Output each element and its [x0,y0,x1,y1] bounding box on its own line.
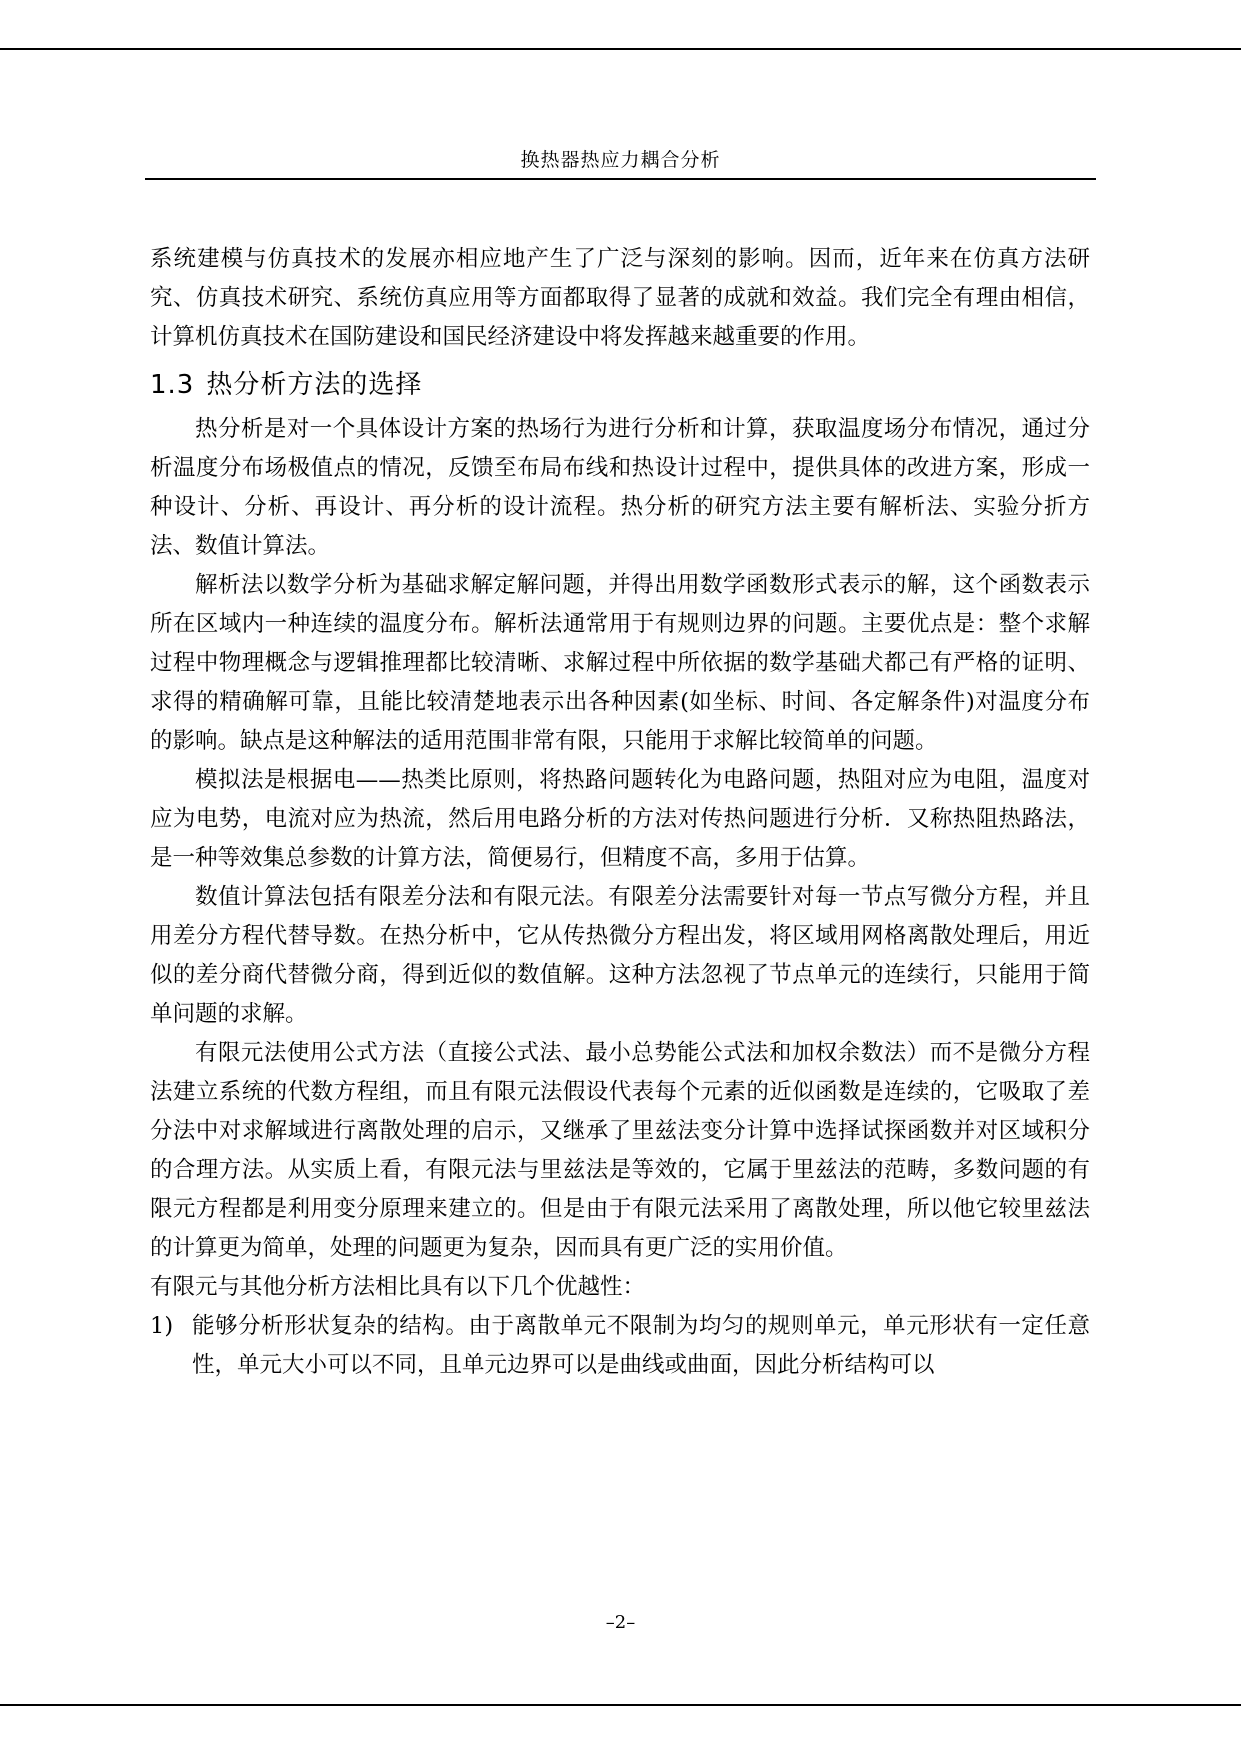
section-number: 1.3 [150,370,195,400]
page-top-border [0,48,1241,50]
paragraph-analytical-method: 解析法以数学分析为基础求解定解问题，并得出用数学函数形式表示的解，这个函数表示所在区域内一种连续的温度分布。解析法通常用于有规则边界的问题。主要优点是：整个求解过程中物理概念与逻辑推理都比较清晰、求解过程中所依据的数学基础犬都己有严格的证明、求得的精确解可靠，且能比较清楚地表示出各种因素(如坐标、时间、各定解条件)对温度分布的影响。缺点是这种解法的适用范围非常有限，只能用于求解比较简单的问题。 [150,572,1090,754]
list-item [150,1307,1090,1385]
document-body [150,240,1090,1385]
paragraph-simulation-method: 模拟法是根据电——热类比原则，将热路问题转化为电路问题，热阻对应为电阻，温度对应为电势，电流对应为热流，然后用电路分析的方法对传热问题进行分析．又称热阻热路法，是一种等效集总参数的计算方法，简便易行，但精度不高，多用于估算。 [150,767,1090,871]
section-title: 热分析方法的选择 [206,370,423,400]
advantages-lead-in: 有限元与其他分析方法相比具有以下几个优越性： [150,1274,646,1300]
section-heading [150,370,1090,400]
paragraph-thermal-analysis: 热分析是对一个具体设计方案的热场行为进行分析和计算，获取温度场分布情况，通过分析温度分布场极值点的情况，反馈至布局布线和热设计过程中，提供具体的改进方案，形成一种设计、分析、再设计、再分析的设计流程。热分析的研究方法主要有解析法、实验分折方法、数值计算法。 [150,416,1090,559]
list-marker: 1) [150,1313,174,1339]
paragraph-numerical-method: 数值计算法包括有限差分法和有限元法。有限差分法需要针对每一节点写微分方程，并且用差分方程代替导数。在热分析中，它从传热微分方程出发，将区域用网格离散处理后，用近似的差分商代替微分商，得到近似的数值解。这种方法忽视了节点单元的连续行，只能用于简单问题的求解。 [150,884,1090,1027]
running-header: 换热器热应力耦合分析 [520,149,721,171]
paragraph-finite-element-method: 有限元法使用公式方法（直接公式法、最小总势能公式法和加权余数法）而不是微分方程法建立系统的代数方程组，而且有限元法假设代表每个元素的近似函数是连续的，它吸取了差分法中对求解域进行离散处理的启示，又继承了里兹法变分计算中选择试探函数并对区域积分的合理方法。从实质上看，有限元法与里兹法是等效的，它属于里兹法的范畴，多数问题的有限元方程都是利用变分原理来建立的。但是由于有限元法采用了离散处理，所以他它较里兹法的计算更为简单，处理的问题更为复杂，因而具有更广泛的实用价值。 [150,1040,1090,1261]
header-rule [145,178,1096,180]
page-number: –2– [605,1612,636,1633]
intro-paragraph: 系统建模与仿真技术的发展亦相应地产生了广泛与深刻的影响。因而，近年来在仿真方法研究、仿真技术研究、系统仿真应用等方面都取得了显著的成就和效益。我们完全有理由相信，计算机仿真技术在国防建设和国民经济建设中将发挥越来越重要的作用。 [150,246,1090,350]
list-item-text: 能够分析形状复杂的结构。由于离散单元不限制为均匀的规则单元，单元形状有一定任意性，单元大小可以不同，且单元边界可以是曲线或曲面，因此分析结构可以 [192,1313,1090,1378]
page-bottom-border [0,1704,1241,1706]
